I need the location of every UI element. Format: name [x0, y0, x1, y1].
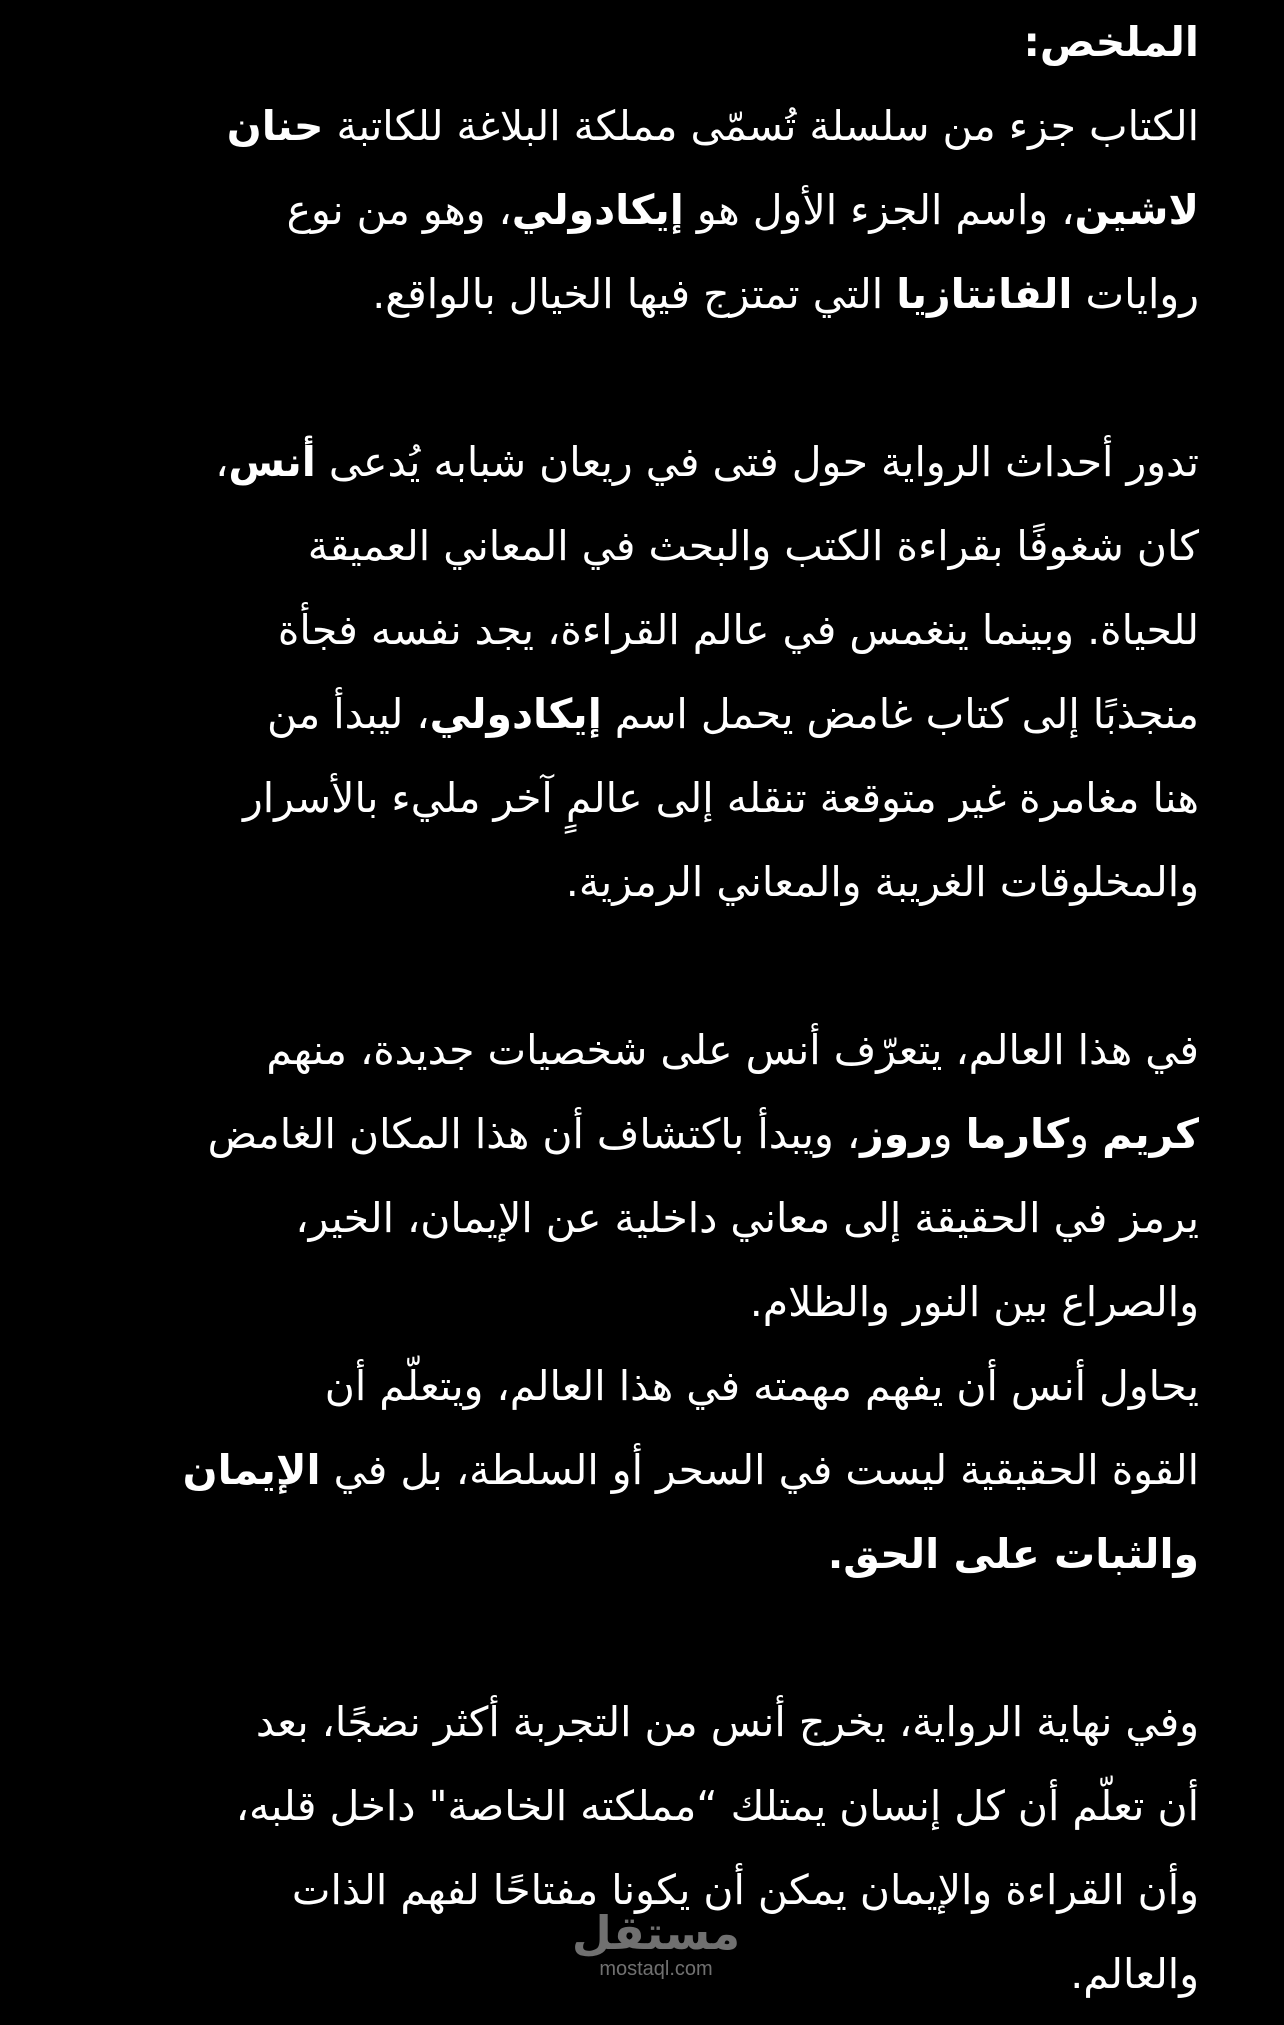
paragraph-gap	[69, 1596, 1199, 1680]
watermark-logo: مستقل	[571, 1906, 741, 1960]
text-line	[69, 252, 1199, 336]
text-run: الكتاب جزء من سلسلة تُسمّى مملكة البلاغة للكاتبة	[323, 102, 1199, 150]
text-line	[69, 84, 1199, 168]
text-run: القوة الحقيقية ليست في السحر أو السلطة، بل في	[320, 1446, 1199, 1494]
keyword-bold: والثبات على الحق.	[827, 1530, 1199, 1578]
text-line: يرمز في الحقيقة إلى معاني داخلية عن الإيمان، الخير،	[295, 1194, 1199, 1242]
text-line: وأن القراءة والإيمان يمكن أن يكونا مفتاحًا لفهم الذات	[291, 1866, 1199, 1914]
text-line	[69, 1428, 1199, 1512]
author-surname-bold: لاشين	[1074, 186, 1199, 234]
character-name-bold: كريم	[1102, 1110, 1199, 1158]
text-run: ، واسم الجزء الأول هو	[683, 186, 1075, 234]
text-run: ،	[215, 438, 229, 486]
paragraph-intro	[69, 84, 1199, 336]
text-run: منجذبًا إلى كتاب غامض يحمل اسم	[601, 690, 1199, 738]
text-run: التي تمتزج فيها الخيال بالواقع.	[372, 270, 897, 318]
character-name-bold: كارما	[965, 1110, 1070, 1158]
book-title-bold: إيكادولي	[511, 186, 684, 234]
mostaql-watermark	[566, 1908, 746, 1980]
author-name-bold: حنان	[226, 102, 324, 150]
paragraph-plot	[69, 420, 1199, 924]
character-name-bold: روز	[860, 1110, 933, 1158]
text-run: و	[1069, 1110, 1103, 1158]
text-line: والصراع بين النور والظلام.	[749, 1278, 1199, 1326]
text-line: والعالم.	[1070, 1950, 1199, 1998]
text-line: في هذا العالم، يتعرّف أنس على شخصيات جديدة، منهم	[266, 1026, 1199, 1074]
genre-bold: الفانتازيا	[896, 270, 1073, 318]
text-line	[69, 420, 1199, 504]
watermark-url: mostaql.com	[599, 1958, 713, 1980]
summary-heading: الملخص:	[1023, 18, 1199, 66]
text-line: وفي نهاية الرواية، يخرج أنس من التجربة أكثر نضجًا، بعد	[255, 1698, 1199, 1746]
text-line: للحياة. وبينما ينغمس في عالم القراءة، يجد نفسه فجأة	[277, 606, 1199, 654]
text-run: ، ليبدأ من	[267, 690, 430, 738]
text-line	[69, 1092, 1199, 1176]
text-line: كان شغوفًا بقراءة الكتب والبحث في المعاني العميقة	[307, 522, 1199, 570]
text-run: روايات	[1072, 270, 1199, 318]
text-line	[69, 1512, 1199, 1596]
text-run: و	[932, 1110, 966, 1158]
text-line	[69, 672, 1199, 756]
character-name-bold: أنس	[228, 438, 316, 486]
text-run: تدور أحداث الرواية حول فتى في ريعان شبابه يُدعى	[315, 438, 1199, 486]
text-line: أن تعلّم أن كل إنسان يمتلك “مملكته الخاصة" داخل قلبه،	[235, 1782, 1199, 1830]
paragraph-world	[69, 1008, 1199, 1596]
text-line: هنا مغامرة غير متوقعة تنقله إلى عالمٍ آخر مليء بالأسرار	[242, 774, 1199, 822]
text-run: ، وهو من نوع	[286, 186, 512, 234]
text-line	[69, 168, 1199, 252]
text-run: ، ويبدأ باكتشاف أن هذا المكان الغامض	[207, 1110, 861, 1158]
paragraph-gap	[69, 924, 1199, 1008]
summary-document	[69, 0, 1199, 2016]
keyword-bold: الإيمان	[182, 1446, 321, 1494]
text-line: يحاول أنس أن يفهم مهمته في هذا العالم، ويتعلّم أن	[324, 1362, 1199, 1410]
book-title-bold: إيكادولي	[429, 690, 602, 738]
paragraph-gap	[69, 336, 1199, 420]
text-line: والمخلوقات الغريبة والمعاني الرمزية.	[565, 858, 1199, 906]
